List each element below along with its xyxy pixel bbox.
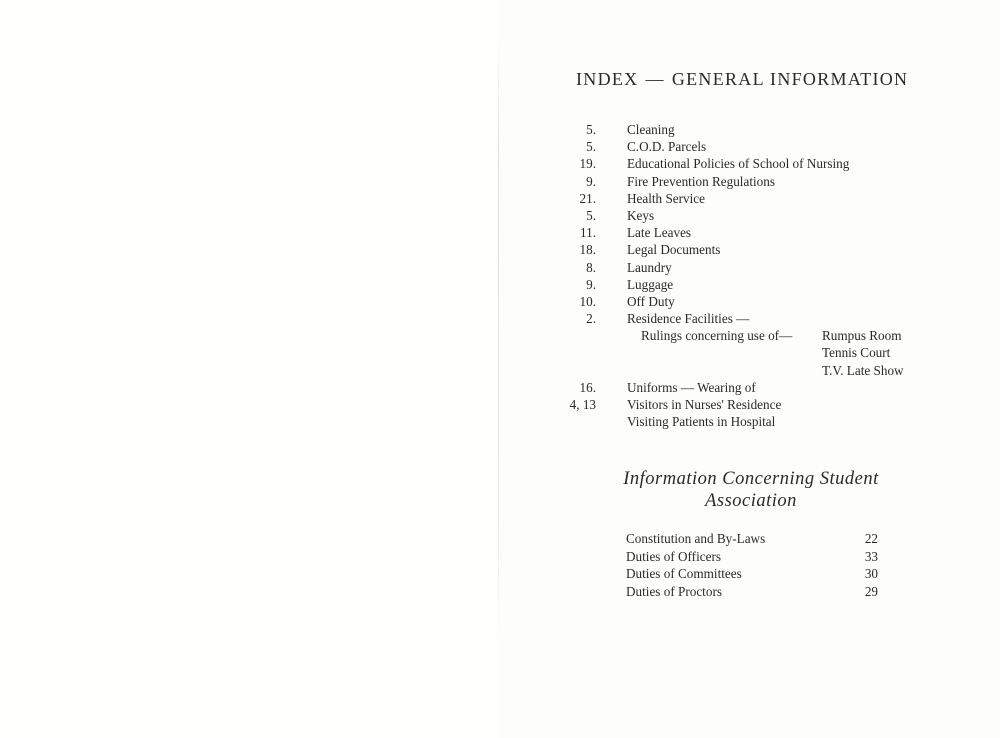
entry-topic: Visitors in Nurses' Residence bbox=[627, 397, 782, 412]
index-entry bbox=[560, 396, 980, 413]
entry-topic: Health Service bbox=[627, 190, 705, 206]
association-item-label: Constitution and By-Laws bbox=[626, 531, 766, 546]
index-heading bbox=[576, 69, 908, 90]
association-item-label: Duties of Officers bbox=[626, 548, 721, 564]
association-item-label: Duties of Committees bbox=[626, 566, 742, 582]
entry-page: 16. bbox=[579, 379, 596, 395]
entry-topic: Visiting Patients in Hospital bbox=[627, 414, 776, 430]
entry-page: 18. bbox=[579, 242, 596, 258]
association-item-page: 33 bbox=[864, 548, 878, 564]
entry-topic: Keys bbox=[627, 207, 655, 223]
index-entry bbox=[560, 276, 980, 293]
heading-dash: — bbox=[645, 69, 665, 89]
index-entry bbox=[560, 138, 980, 155]
association-item bbox=[626, 583, 886, 601]
index-entry bbox=[560, 190, 980, 207]
entry-page: 19. bbox=[579, 156, 596, 172]
rulings-row bbox=[560, 327, 980, 344]
entry-topic: Legal Documents bbox=[627, 242, 721, 258]
entry-topic: Residence Facilities — bbox=[627, 311, 750, 327]
entry-page: 4, 13 bbox=[569, 397, 596, 412]
association-item-page: 22 bbox=[864, 531, 878, 546]
entry-page: 21. bbox=[579, 190, 596, 206]
entry-page: 5. bbox=[586, 139, 596, 155]
index-entry bbox=[560, 224, 980, 241]
index-title: INDEX bbox=[576, 69, 639, 89]
entry-topic: Uniforms — Wearing of bbox=[627, 379, 756, 395]
entry-topic: Laundry bbox=[627, 259, 672, 275]
entry-topic: C.O.D. Parcels bbox=[627, 139, 707, 155]
index-entry bbox=[560, 241, 980, 258]
index-list bbox=[560, 121, 980, 430]
index-entry bbox=[560, 155, 980, 172]
index-subtitle: GENERAL INFORMATION bbox=[671, 69, 909, 89]
association-item-page: 30 bbox=[864, 566, 878, 582]
entry-page: 9. bbox=[586, 173, 596, 189]
index-entry bbox=[560, 121, 980, 138]
entry-topic: Cleaning bbox=[627, 122, 675, 137]
entry-page: 8. bbox=[586, 259, 596, 275]
association-item bbox=[626, 548, 886, 566]
entry-page: 5. bbox=[586, 207, 596, 223]
rulings-row bbox=[560, 362, 980, 379]
association-item bbox=[626, 565, 886, 583]
rulings-label: Rulings concerning use of— bbox=[641, 328, 793, 344]
index-entry bbox=[560, 207, 980, 224]
association-list bbox=[626, 530, 886, 600]
entry-page: 9. bbox=[586, 276, 596, 292]
entry-topic: Late Leaves bbox=[627, 225, 692, 241]
facility-item: Rumpus Room bbox=[822, 328, 902, 344]
association-title-line1: Information Concerning Student bbox=[623, 469, 879, 489]
entry-page: 5. bbox=[586, 122, 596, 137]
association-heading bbox=[596, 468, 906, 512]
index-entry bbox=[560, 293, 980, 310]
facility-item: Tennis Court bbox=[822, 345, 891, 361]
facility-item: T.V. Late Show bbox=[822, 362, 904, 378]
index-entry bbox=[560, 413, 980, 430]
entry-page: 10. bbox=[579, 293, 596, 309]
entry-page: 11. bbox=[580, 225, 596, 241]
entry-page: 2. bbox=[586, 311, 596, 327]
association-item-label: Duties of Proctors bbox=[626, 583, 722, 599]
left-page-blank bbox=[0, 0, 498, 738]
entry-topic: Fire Prevention Regulations bbox=[627, 173, 775, 189]
index-entry bbox=[560, 310, 980, 327]
entry-topic: Off Duty bbox=[627, 293, 675, 309]
entry-topic: Luggage bbox=[627, 276, 674, 292]
rulings-row bbox=[560, 344, 980, 361]
association-item-page: 29 bbox=[864, 583, 878, 599]
index-entry bbox=[560, 259, 980, 276]
association-title-line2: Association bbox=[705, 491, 797, 511]
association-item bbox=[626, 530, 886, 548]
index-entry bbox=[560, 173, 980, 190]
index-entry bbox=[560, 379, 980, 396]
entry-topic: Educational Policies of School of Nursing bbox=[627, 156, 850, 172]
